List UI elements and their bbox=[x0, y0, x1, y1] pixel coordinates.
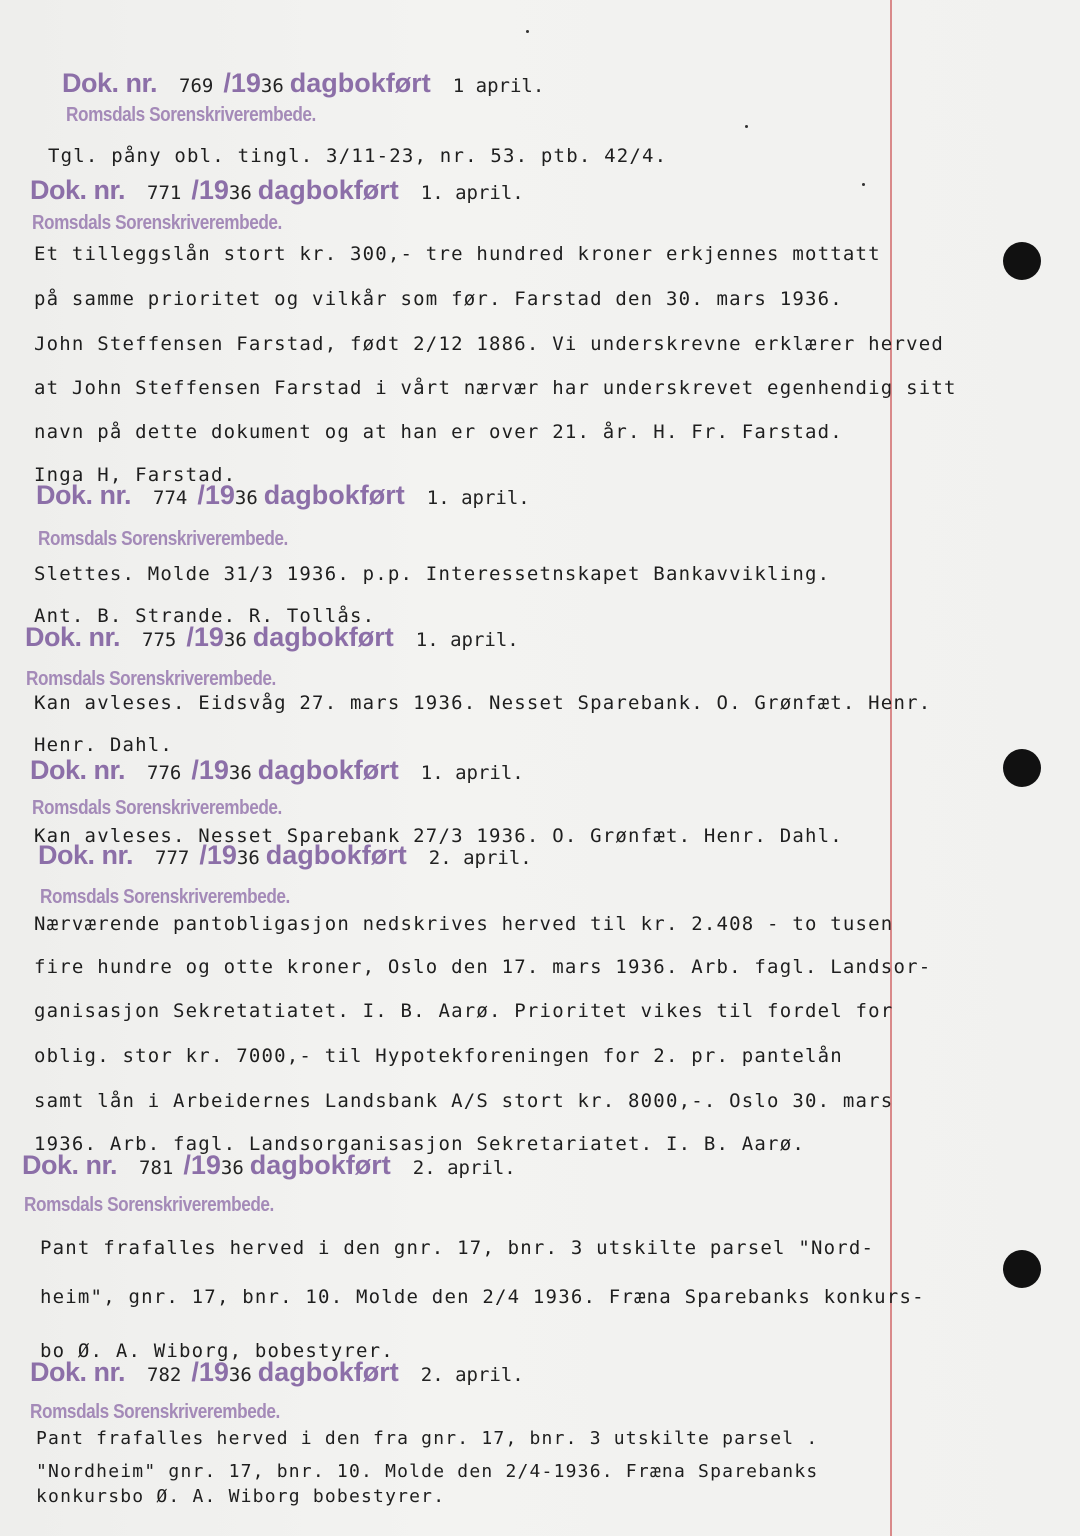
typed-line: fire hundre og otte kroner, Oslo den 17. mars 1936. Arb. fagl. Landsor- bbox=[34, 956, 932, 978]
registration-stamp bbox=[22, 1150, 516, 1181]
stamp-journal-label: dagbokført bbox=[265, 840, 407, 870]
registration-stamp bbox=[30, 755, 524, 786]
typed-line: Ant. B. Strande. R. Tollås. bbox=[34, 605, 376, 627]
typed-line: "Nordheim" gnr. 17, bnr. 10. Molde den 2/4-1936. Fræna Sparebanks bbox=[36, 1461, 819, 1482]
document-number: 771 bbox=[147, 182, 182, 204]
stamp-year-suffix: 36 bbox=[236, 847, 260, 869]
punch-hole bbox=[1003, 1250, 1041, 1288]
registration-stamp bbox=[25, 622, 519, 653]
journal-date: 1. april. bbox=[426, 487, 530, 509]
typed-line: bo Ø. A. Wiborg, bobestyrer. bbox=[40, 1340, 394, 1362]
punch-hole bbox=[1003, 749, 1041, 787]
typed-line: på samme prioritet og vilkår som før. Farstad den 30. mars 1936. bbox=[34, 288, 843, 310]
typed-line: heim", gnr. 17, bnr. 10. Molde den 2/4 1936. Fræna Sparebanks konkurs- bbox=[40, 1286, 925, 1308]
court-office-stamp: Romsdals Sorenskriverembede. bbox=[66, 104, 316, 126]
stamp-year-suffix: 36 bbox=[228, 762, 252, 784]
ink-speck bbox=[862, 183, 865, 186]
stamp-year-prefix: /19 bbox=[183, 1150, 221, 1180]
court-office-stamp: Romsdals Sorenskriverembede. bbox=[24, 1194, 274, 1216]
document-number: 781 bbox=[139, 1157, 174, 1179]
registration-stamp bbox=[30, 1357, 524, 1388]
stamp-journal-label: dagbokført bbox=[263, 480, 405, 510]
typed-line: at John Steffensen Farstad i vårt nærvær har underskrevet egenhendig sitt bbox=[34, 377, 957, 399]
document-number: 769 bbox=[179, 75, 214, 97]
typed-line: 1936. Arb. fagl. Landsorganisasjon Sekretariatet. I. B. Aarø. bbox=[34, 1133, 805, 1155]
court-office-stamp: Romsdals Sorenskriverembede. bbox=[40, 886, 290, 908]
typed-line: Henr. Dahl. bbox=[34, 734, 174, 756]
typed-line: Kan avleses. Eidsvåg 27. mars 1936. Nesset Sparebank. O. Grønfæt. Henr. bbox=[34, 692, 932, 714]
punch-hole bbox=[1003, 242, 1041, 280]
registration-stamp bbox=[36, 480, 530, 511]
typed-line: ganisasjon Sekretatiatet. I. B. Aarø. Prioritet vikes til fordel for bbox=[34, 1000, 894, 1022]
court-office-stamp: Romsdals Sorenskriverembede. bbox=[32, 797, 282, 819]
document-number: 777 bbox=[155, 847, 190, 869]
typed-line: samt lån i Arbeidernes Landsbank A/S stort kr. 8000,-. Oslo 30. mars bbox=[34, 1090, 894, 1112]
document-number: 782 bbox=[147, 1364, 182, 1386]
stamp-doc-label: Dok. nr. bbox=[36, 480, 132, 510]
stamp-journal-label: dagbokført bbox=[257, 755, 399, 785]
typed-line: Nærværende pantobligasjon nedskrives herved til kr. 2.408 - to tusen bbox=[34, 913, 894, 935]
stamp-year-suffix: 36 bbox=[223, 629, 247, 651]
stamp-doc-label: Dok. nr. bbox=[62, 68, 158, 98]
typed-line: Kan avleses. Nesset Sparebank 27/3 1936. O. Grønfæt. Henr. Dahl. bbox=[34, 825, 843, 847]
stamp-doc-label: Dok. nr. bbox=[38, 840, 134, 870]
typed-line: navn på dette dokument og at han er over 21. år. H. Fr. Farstad. bbox=[34, 421, 843, 443]
journal-date: 2. april. bbox=[428, 847, 532, 869]
stamp-doc-label: Dok. nr. bbox=[30, 175, 126, 205]
typed-line: oblig. stor kr. 7000,- til Hypotekforeningen for 2. pr. pantelån bbox=[34, 1045, 843, 1067]
typed-line: Tgl. påny obl. tingl. 3/11-23, nr. 53. ptb. 42/4. bbox=[48, 145, 668, 167]
stamp-journal-label: dagbokført bbox=[257, 1357, 399, 1387]
ink-speck bbox=[745, 125, 748, 128]
stamp-year-suffix: 36 bbox=[260, 75, 284, 97]
stamp-year-prefix: /19 bbox=[186, 622, 224, 652]
journal-date: 1. april. bbox=[420, 182, 524, 204]
stamp-year-prefix: /19 bbox=[191, 175, 229, 205]
typed-line: Inga H, Farstad. bbox=[34, 464, 237, 486]
court-office-stamp: Romsdals Sorenskriverembede. bbox=[38, 528, 288, 550]
stamp-year-prefix: /19 bbox=[199, 840, 237, 870]
ink-speck bbox=[526, 30, 529, 33]
stamp-year-prefix: /19 bbox=[197, 480, 235, 510]
journal-date: 2. april. bbox=[412, 1157, 516, 1179]
stamp-doc-label: Dok. nr. bbox=[25, 622, 121, 652]
typed-line: Pant frafalles herved i den gnr. 17, bnr. 3 utskilte parsel "Nord- bbox=[40, 1237, 875, 1259]
document-number: 774 bbox=[153, 487, 188, 509]
stamp-year-suffix: 36 bbox=[220, 1157, 244, 1179]
registration-stamp bbox=[30, 175, 524, 206]
journal-date: 2. april. bbox=[420, 1364, 524, 1386]
stamp-journal-label: dagbokført bbox=[257, 175, 399, 205]
typed-line: Slettes. Molde 31/3 1936. p.p. Interessetnskapet Bankavvikling. bbox=[34, 563, 831, 585]
document-number: 776 bbox=[147, 762, 182, 784]
stamp-journal-label: dagbokført bbox=[249, 1150, 391, 1180]
stamp-doc-label: Dok. nr. bbox=[22, 1150, 118, 1180]
court-office-stamp: Romsdals Sorenskriverembede. bbox=[26, 668, 276, 690]
journal-date: 1. april. bbox=[420, 762, 524, 784]
typed-line: konkursbo Ø. A. Wiborg bobestyrer. bbox=[36, 1486, 446, 1507]
court-office-stamp: Romsdals Sorenskriverembede. bbox=[30, 1401, 280, 1423]
registration-stamp bbox=[62, 68, 544, 99]
stamp-year-suffix: 36 bbox=[228, 182, 252, 204]
stamp-year-prefix: /19 bbox=[191, 755, 229, 785]
document-number: 775 bbox=[142, 629, 177, 651]
stamp-doc-label: Dok. nr. bbox=[30, 755, 126, 785]
journal-date: 1. april. bbox=[415, 629, 519, 651]
stamp-year-prefix: /19 bbox=[223, 68, 261, 98]
typed-line: John Steffensen Farstad, født 2/12 1886. Vi underskrevne erklærer herved bbox=[34, 333, 945, 355]
stamp-journal-label: dagbokført bbox=[252, 622, 394, 652]
typed-line: Pant frafalles herved i den fra gnr. 17, bnr. 3 utskilte parsel . bbox=[36, 1428, 819, 1449]
typed-line: Et tilleggslån stort kr. 300,- tre hundred kroner erkjennes mottatt bbox=[34, 243, 881, 265]
stamp-journal-label: dagbokført bbox=[289, 68, 431, 98]
stamp-year-prefix: /19 bbox=[191, 1357, 229, 1387]
stamp-year-suffix: 36 bbox=[228, 1364, 252, 1386]
stamp-year-suffix: 36 bbox=[234, 487, 258, 509]
registration-stamp bbox=[38, 840, 532, 871]
court-office-stamp: Romsdals Sorenskriverembede. bbox=[32, 212, 282, 234]
stamp-doc-label: Dok. nr. bbox=[30, 1357, 126, 1387]
journal-date: 1 april. bbox=[452, 75, 545, 97]
